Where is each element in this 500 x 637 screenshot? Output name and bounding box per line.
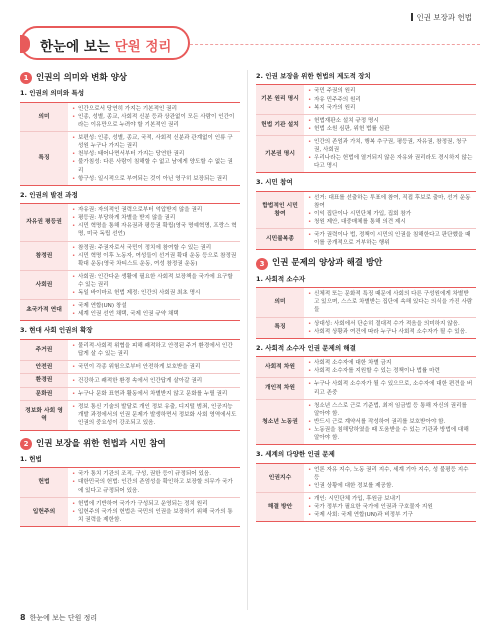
page-title-prefix: 한눈에 보는 [40, 39, 115, 55]
table-row [256, 317, 476, 338]
bullet-item: • 참정권: 주권자로서 국민이 정치에 참여할 수 있는 권리 [72, 244, 237, 252]
bullet-item: • 선거: 대표를 선출하는 투표에 참여, 직접 후보로 출마, 선거 운동 참여 [308, 194, 473, 210]
bullet-item: • 헌법 소원 심판, 위헌 법률 심판 [308, 125, 473, 133]
page-number: 8 [20, 613, 26, 622]
page-footer [20, 613, 97, 623]
row-label: 사회권 [20, 270, 68, 299]
table-row [20, 339, 240, 360]
bullet-item: • 세계 인권 선언 채택, 국제 인권 규약 채택 [72, 310, 237, 318]
subsection-heading: 3. 현대 사회 인권의 확장 [20, 326, 93, 335]
section-heading [256, 257, 476, 269]
footer-title: 한눈에 보는 단원 정리 [29, 614, 98, 622]
bullet-item: • 물리적·사회적 위협을 피해 쾌적하고 안정된 주거 환경에서 인간답게 살 수 있는 권리 [72, 342, 237, 358]
bullet-list [308, 380, 473, 396]
row-label: 헌법 [20, 468, 68, 497]
row-content [68, 374, 240, 387]
bullet-item: • 국민이 각종 위험으로부터 안전하게 보호받을 권리 [72, 363, 237, 371]
bullet-item: • 반드시 근로 계약서를 작성하여 권리를 보호받아야 함. [308, 418, 473, 426]
table-row [256, 114, 476, 135]
subsection-heading: 1. 사회적 소수자 [256, 274, 306, 283]
row-label: 인권지수 [256, 463, 304, 492]
bullet-item: • 항구성: 일시적으로 부여되는 것이 아닌 영구히 보장되는 권리 [72, 175, 237, 183]
summary-table [256, 463, 476, 523]
row-label: 개인적 차원 [256, 378, 304, 399]
chapter-tag [411, 12, 472, 23]
bullet-item: • 시민 혁명 이후 노동자, 여성들이 선거권 확대 운동 등으로 참정권 확대 운동(영국 차티스트 운동, 여성 참정권 운동) [72, 252, 237, 268]
bullet-list [308, 320, 473, 336]
row-content [68, 102, 240, 131]
bullet-item: • 대한민국의 헌법: 인간의 존엄성을 확인하고 보장할 의무가 국가에 있다고 규정되어 있음. [72, 478, 237, 494]
row-label: 문화권 [20, 387, 68, 400]
table-row [20, 387, 240, 400]
bullet-item: • 이익 집단이나 시민단체 가입, 집회 참가 [308, 210, 473, 218]
bullet-list [308, 402, 473, 443]
row-content [304, 114, 476, 135]
bullet-item: • 사회권: 인간다운 생활에 필요한 사회적 보장책을 국가에 요구할 수 있는 권리 [72, 273, 237, 289]
right-column [256, 70, 476, 524]
bullet-item: • 건강하고 쾌적한 환경 속에서 인간답게 살아갈 권리 [72, 377, 237, 385]
row-label: 기본 원리 명시 [256, 85, 304, 114]
bullet-list [72, 377, 237, 385]
section-heading [20, 72, 240, 84]
summary-table [20, 203, 240, 321]
page-title [40, 35, 171, 55]
row-label: 시민불복종 [256, 229, 304, 250]
row-label: 특징 [20, 132, 68, 186]
row-label: 참정권 [20, 241, 68, 270]
section-title: 인권의 의미와 변화 양상 [36, 73, 127, 83]
bullet-list [72, 302, 237, 318]
bullet-item: • 누구나 사회적 소수자가 될 수 있으므로, 소수자에 대한 편견을 버리고 존중 [308, 380, 473, 396]
table-row [20, 401, 240, 430]
table-row [20, 204, 240, 241]
row-label: 해결 방안 [256, 492, 304, 521]
bullet-list [308, 117, 473, 133]
summary-table [256, 287, 476, 339]
bullet-list [308, 87, 473, 111]
bullet-item: • 자유권: 자의적인 권력으로부터 억압받지 않을 권리 [72, 206, 237, 214]
summary-table [20, 467, 240, 527]
bullet-item: • 헌법재판소 설치 규정 명시 [308, 117, 473, 125]
bullet-item: • 국가 권력이나 법, 정책이 시민의 인권을 침해한다고 판단했을 때 이를 공개적으로 거부하는 행위 [308, 231, 473, 247]
section-title: 인권 보장을 위한 헌법과 시민 참여 [36, 438, 166, 449]
row-label: 입헌주의 [20, 497, 68, 526]
subsection-heading: 3. 세계의 다양한 인권 문제 [256, 450, 335, 459]
section-heading [20, 438, 240, 450]
table-row [256, 492, 476, 521]
subsection-heading: 2. 사회적 소수자 인권 문제의 해결 [256, 343, 356, 352]
bullet-item: • 국제 연합(UN) 창설 [72, 302, 237, 310]
row-content [304, 288, 476, 317]
section-number-badge: 2 [20, 438, 32, 450]
subsection-heading: 1. 인권의 의미와 특성 [20, 89, 85, 98]
row-content [304, 229, 476, 250]
bullet-list [72, 105, 237, 129]
bullet-list [72, 403, 237, 427]
table-row [20, 102, 240, 131]
bullet-item: • 사회적 소수자를 지원할 수 있는 정책이나 법률 마련 [308, 367, 473, 375]
bullet-item: • 상대성: 사회에서 단순히 절대적 수가 적음을 의미하지 않음. [308, 320, 473, 328]
summary-table [256, 356, 476, 445]
row-content [304, 135, 476, 172]
section-number-badge: 1 [20, 72, 32, 84]
bullet-list [72, 500, 237, 524]
bullet-list [72, 273, 237, 297]
row-label: 안전권 [20, 361, 68, 374]
bullet-item: • 헌법에 기반하여 국가가 구성되고 운영되는 정치 원리 [72, 500, 237, 508]
bullet-list [72, 206, 237, 238]
summary-table [256, 191, 476, 251]
bullet-item: • 평등권: 부당하게 차별을 받지 않을 권리 [72, 214, 237, 222]
summary-table [20, 339, 240, 431]
table-row [20, 361, 240, 374]
bullet-item: • 복지 국가의 원리 [308, 104, 473, 112]
row-label: 자유권 평등권 [20, 204, 68, 241]
section-number-badge: 3 [256, 258, 268, 270]
row-content [68, 339, 240, 360]
row-content [304, 463, 476, 492]
row-label: 합법적인 시민 참여 [256, 191, 304, 228]
bullet-item: • 청소년 스스로 근로 기준법, 최저 임금법 등 통해 자신의 권리를 알아야 함. [308, 402, 473, 418]
row-label: 의미 [256, 288, 304, 317]
row-content [304, 378, 476, 399]
bullet-list [72, 244, 237, 268]
row-label: 주거권 [20, 339, 68, 360]
column-divider [247, 70, 248, 610]
bullet-list [308, 290, 473, 314]
bullet-item: • 천부성: 태어나면서부터 가지는 당연한 권리 [72, 150, 237, 158]
row-content [68, 204, 240, 241]
left-column [20, 70, 240, 529]
bullet-item: • 정보 통신 기술의 발달로 개인 정보 유출, 디지털 범죄, 인공지능 개발 과정에서의 인권 문제가 발생하면서 정보화 사회 영역에서도 인권의 중요성이 강조되고 있음. [72, 403, 237, 427]
subsection-heading: 2. 인권의 발전 과정 [20, 190, 78, 199]
row-content [68, 132, 240, 186]
bullet-list [72, 134, 237, 183]
table-row [256, 85, 476, 114]
bullet-item: • 사회적 소수자에 대한 차별 금지 [308, 359, 473, 367]
title-banner [20, 26, 190, 60]
row-content [68, 241, 240, 270]
row-content [68, 361, 240, 374]
row-label: 청소년 노동권 [256, 399, 304, 445]
bullet-list [72, 390, 237, 398]
row-content [304, 317, 476, 338]
table-row [20, 132, 240, 186]
bullet-item: • 청원 제안, 대중매체를 통해 의견 제시 [308, 218, 473, 226]
bullet-list [308, 138, 473, 170]
table-row [20, 270, 240, 299]
row-content [304, 85, 476, 114]
bullet-item: • 시민 혁명을 통해 자유권과 평등권 확립(영국 명예혁명, 프랑스 혁명, 미국 독립 선언) [72, 222, 237, 238]
subsection-heading: 1. 헌법 [20, 454, 42, 463]
bullet-item: • 우리나라는 헌법에 열거되지 않은 자유와 권리라도 경시하지 않는다고 명시 [308, 154, 473, 170]
table-row [256, 357, 476, 378]
table-row [256, 135, 476, 172]
bullet-item: • 누구나 문화 표현과 활동에서 차별받지 않고 문화를 누릴 권리 [72, 390, 237, 398]
bullet-list [72, 470, 237, 494]
bullet-item: • 노동권을 침해당하였을 때 도움받을 수 있는 기관과 방법에 대해 알아야 함. [308, 426, 473, 442]
table-row [20, 497, 240, 526]
row-label: 초국가적 연대 [20, 300, 68, 321]
bullet-item: • 국가 통치 기관의 조직, 구성, 권한 등이 규정되어 있음. [72, 470, 237, 478]
bullet-item: • 개인: 시민단체 가입, 후원금 보내기 [308, 495, 473, 503]
bullet-list [308, 359, 473, 375]
table-row [256, 378, 476, 399]
summary-table [256, 84, 476, 173]
row-content [68, 468, 240, 497]
bullet-item: • 자유 민주주의 원리 [308, 96, 473, 104]
section-title: 인권 문제의 양상과 해결 방안 [272, 258, 383, 269]
row-content [304, 399, 476, 445]
table-row [20, 241, 240, 270]
row-label: 정보화 사회 영역 [20, 401, 68, 430]
summary-table [20, 102, 240, 186]
row-content [68, 300, 240, 321]
row-content [304, 191, 476, 228]
bullet-item: • 사회적 상황과 여건에 따라 누구나 사회적 소수자가 될 수 있음. [308, 328, 473, 336]
row-content [68, 401, 240, 430]
row-label: 기본권 명시 [256, 135, 304, 172]
page-title-highlight: 단원 정리 [114, 39, 172, 55]
row-content [304, 492, 476, 521]
bullet-item: • 신체적 또는 문화적 특징 때문에 사회의 다른 구성원에게 차별받고 있으며, 스스로 차별받는 집단에 속해 있다는 의식을 가진 사람들 [308, 290, 473, 314]
row-label: 의미 [20, 102, 68, 131]
table-row [20, 300, 240, 321]
bullet-item: • 인종, 성별, 종교, 사회적 신분 등과 상관없이 모든 사람이 인간이라는 이유만으로 누려야 할 기본적인 권리 [72, 113, 237, 129]
table-row [256, 399, 476, 445]
subsection-heading: 3. 시민 참여 [256, 178, 293, 187]
bullet-list [308, 466, 473, 490]
table-row [20, 374, 240, 387]
bullet-item: • 언론 자유 지수, 노동 권리 지수, 세계 기아 지수, 성 불평등 지수 등 [308, 466, 473, 482]
bullet-item: • 인간으로서 당연히 가지는 기본적인 권리 [72, 105, 237, 113]
table-row [256, 288, 476, 317]
row-content [68, 270, 240, 299]
bullet-list [308, 194, 473, 226]
chapter-tag-label: 인권 보장과 헌법 [416, 13, 472, 22]
row-content [68, 497, 240, 526]
bullet-item: • 독일 바이마르 헌법 제정: 인간의 사회권 최초 명시 [72, 289, 237, 297]
table-row [20, 468, 240, 497]
bullet-list [72, 342, 237, 358]
row-content [304, 357, 476, 378]
bullet-list [308, 231, 473, 247]
row-label: 헌법 기관 설치 [256, 114, 304, 135]
row-label: 특징 [256, 317, 304, 338]
row-label: 사회적 차원 [256, 357, 304, 378]
bullet-item: • 불가침성: 다른 사람이 침해할 수 없고 남에게 양도할 수 없는 권리 [72, 158, 237, 174]
bullet-item: • 보편성: 인종, 성별, 종교, 국적, 사회적 신분과 관계없이 인류 구성원 누구나 가지는 권리 [72, 134, 237, 150]
table-row [256, 229, 476, 250]
table-row [256, 463, 476, 492]
table-row [256, 191, 476, 228]
bullet-item: • 국가 정부가 필요한 국가에 인권과 구호물자 지원 [308, 503, 473, 511]
bullet-list [308, 495, 473, 519]
bullet-item: • 입헌주의 국가의 헌법은 국민의 인권을 보장하기 위해 국가의 통치 권력을 제한함. [72, 508, 237, 524]
row-content [68, 387, 240, 400]
bullet-item: • 국제 사회: 국제 연합(UN)과 비정부 기구 [308, 511, 473, 519]
row-label: 환경권 [20, 374, 68, 387]
bullet-list [72, 363, 237, 371]
bullet-item: • 국민 주권의 원리 [308, 87, 473, 95]
subsection-heading: 2. 인권 보장을 위한 헌법의 제도적 장치 [256, 72, 371, 80]
bullet-item: • 인간의 존엄과 가치, 행복 추구권, 평등권, 자유권, 참정권, 청구권, 사회권 [308, 138, 473, 154]
banner-divider [190, 44, 480, 45]
bullet-item: • 인권 상황에 대한 정보를 제공함. [308, 482, 473, 490]
